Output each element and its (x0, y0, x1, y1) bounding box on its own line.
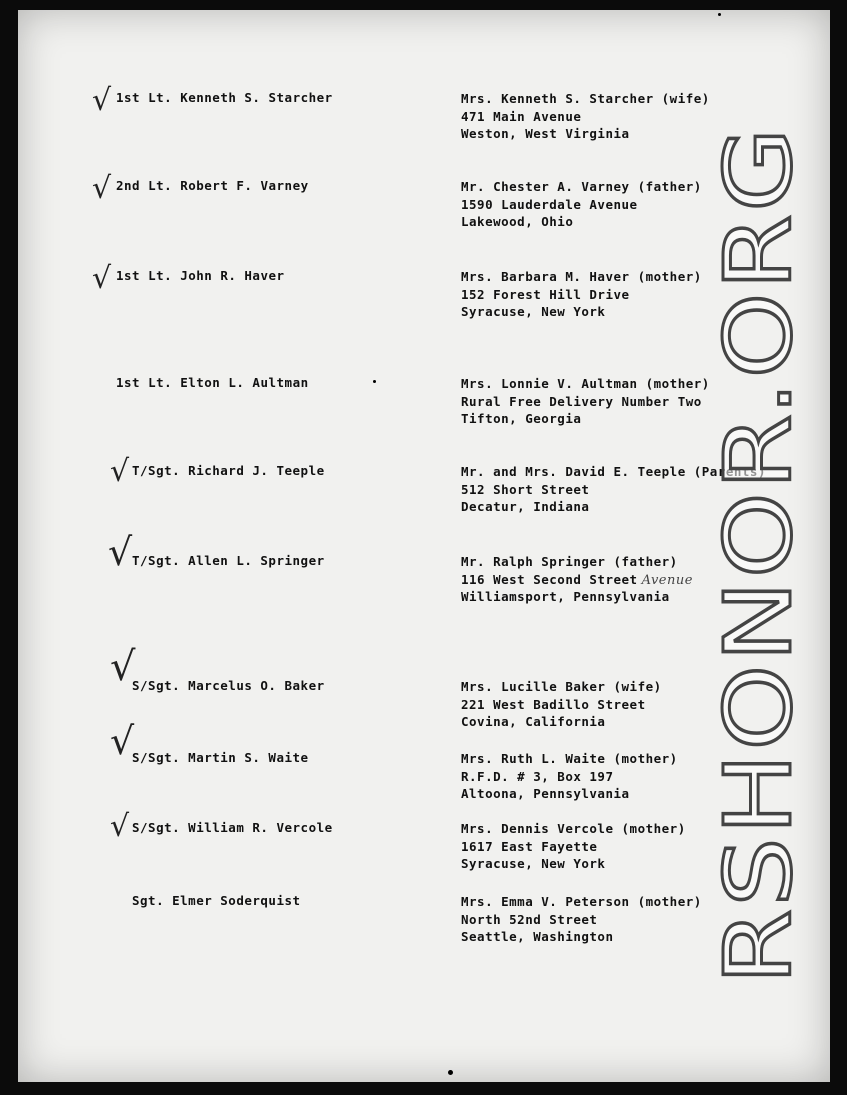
city-state: Seattle, Washington (461, 929, 614, 944)
kin-name: Mrs. Lucille Baker (wife) (461, 679, 662, 694)
check-mark-icon: √ (110, 719, 135, 763)
next-of-kin-address (461, 178, 702, 231)
service-member-name: Sgt. Elmer Soderquist (132, 893, 301, 908)
watermark (700, 120, 810, 990)
check-mark-icon: √ (108, 530, 133, 574)
kin-name: Mr. Ralph Springer (father) (461, 554, 678, 569)
speck (448, 1070, 453, 1075)
street-address: 221 West Badillo Street (461, 696, 646, 712)
street-address: 471 Main Avenue (461, 108, 582, 124)
kin-name: Mrs. Emma V. Peterson (mother) (461, 894, 702, 909)
city-state: Syracuse, New York (461, 304, 606, 319)
city-state: Williamsport, Pennsylvania (461, 589, 670, 604)
speck (718, 13, 721, 16)
service-member-name: 1st Lt. John R. Haver (116, 268, 285, 283)
next-of-kin-address (461, 375, 710, 428)
city-state: Decatur, Indiana (461, 499, 590, 514)
service-member-name: S/Sgt. Marcelus O. Baker (132, 678, 325, 693)
service-member-name: T/Sgt. Allen L. Springer (132, 553, 325, 568)
service-member-name: 2nd Lt. Robert F. Varney (116, 178, 309, 193)
city-state: Covina, California (461, 714, 606, 729)
kin-name: Mr. Chester A. Varney (father) (461, 179, 702, 194)
check-mark-icon: √ (110, 454, 130, 489)
next-of-kin-address (461, 750, 678, 803)
street-address: 152 Forest Hill Drive (461, 286, 630, 302)
city-state: Altoona, Pennsylvania (461, 786, 630, 801)
city-state: Weston, West Virginia (461, 126, 630, 141)
kin-name: Mrs. Barbara M. Haver (mother) (461, 269, 702, 284)
city-state: Tifton, Georgia (461, 411, 582, 426)
service-member-name: T/Sgt. Richard J. Teeple (132, 463, 325, 478)
next-of-kin-address (461, 678, 662, 731)
watermark-text: RSHONOR.ORG (705, 260, 810, 985)
next-of-kin-address (461, 820, 686, 873)
check-mark-icon: √ (110, 644, 136, 690)
next-of-kin-address (461, 893, 702, 946)
speck (373, 380, 376, 383)
street-address (461, 571, 693, 589)
check-mark-icon: √ (92, 83, 112, 118)
check-mark-icon: √ (110, 809, 130, 844)
service-member-name: S/Sgt. William R. Vercole (132, 820, 333, 835)
street-address: Rural Free Delivery Number Two (461, 393, 702, 409)
kin-name: Mrs. Dennis Vercole (mother) (461, 821, 686, 836)
next-of-kin-address (461, 553, 693, 606)
check-mark-icon: √ (92, 171, 112, 206)
handwritten-annotation: Avenue (641, 572, 693, 588)
street-address: 1617 East Fayette (461, 838, 598, 854)
street-address: 512 Short Street (461, 481, 590, 497)
street-address-text: 116 West Second Street (461, 571, 638, 587)
check-mark-icon: √ (92, 261, 112, 296)
city-state: Syracuse, New York (461, 856, 606, 871)
city-state: Lakewood, Ohio (461, 214, 574, 229)
service-member-name: 1st Lt. Elton L. Aultman (116, 375, 309, 390)
street-address: 1590 Lauderdale Avenue (461, 196, 638, 212)
kin-name: Mrs. Lonnie V. Aultman (mother) (461, 376, 710, 391)
watermark-graphic (700, 120, 810, 990)
next-of-kin-address (461, 268, 702, 321)
street-address: R.F.D. # 3, Box 197 (461, 768, 614, 784)
next-of-kin-address (461, 90, 710, 143)
kin-name: Mrs. Kenneth S. Starcher (wife) (461, 91, 710, 106)
service-member-name: S/Sgt. Martin S. Waite (132, 750, 309, 765)
street-address: North 52nd Street (461, 911, 598, 927)
service-member-name: 1st Lt. Kenneth S. Starcher (116, 90, 333, 105)
kin-name: Mrs. Ruth L. Waite (mother) (461, 751, 678, 766)
kin-name: Mr. and Mrs. David E. Teeple (Parents) (461, 464, 766, 479)
